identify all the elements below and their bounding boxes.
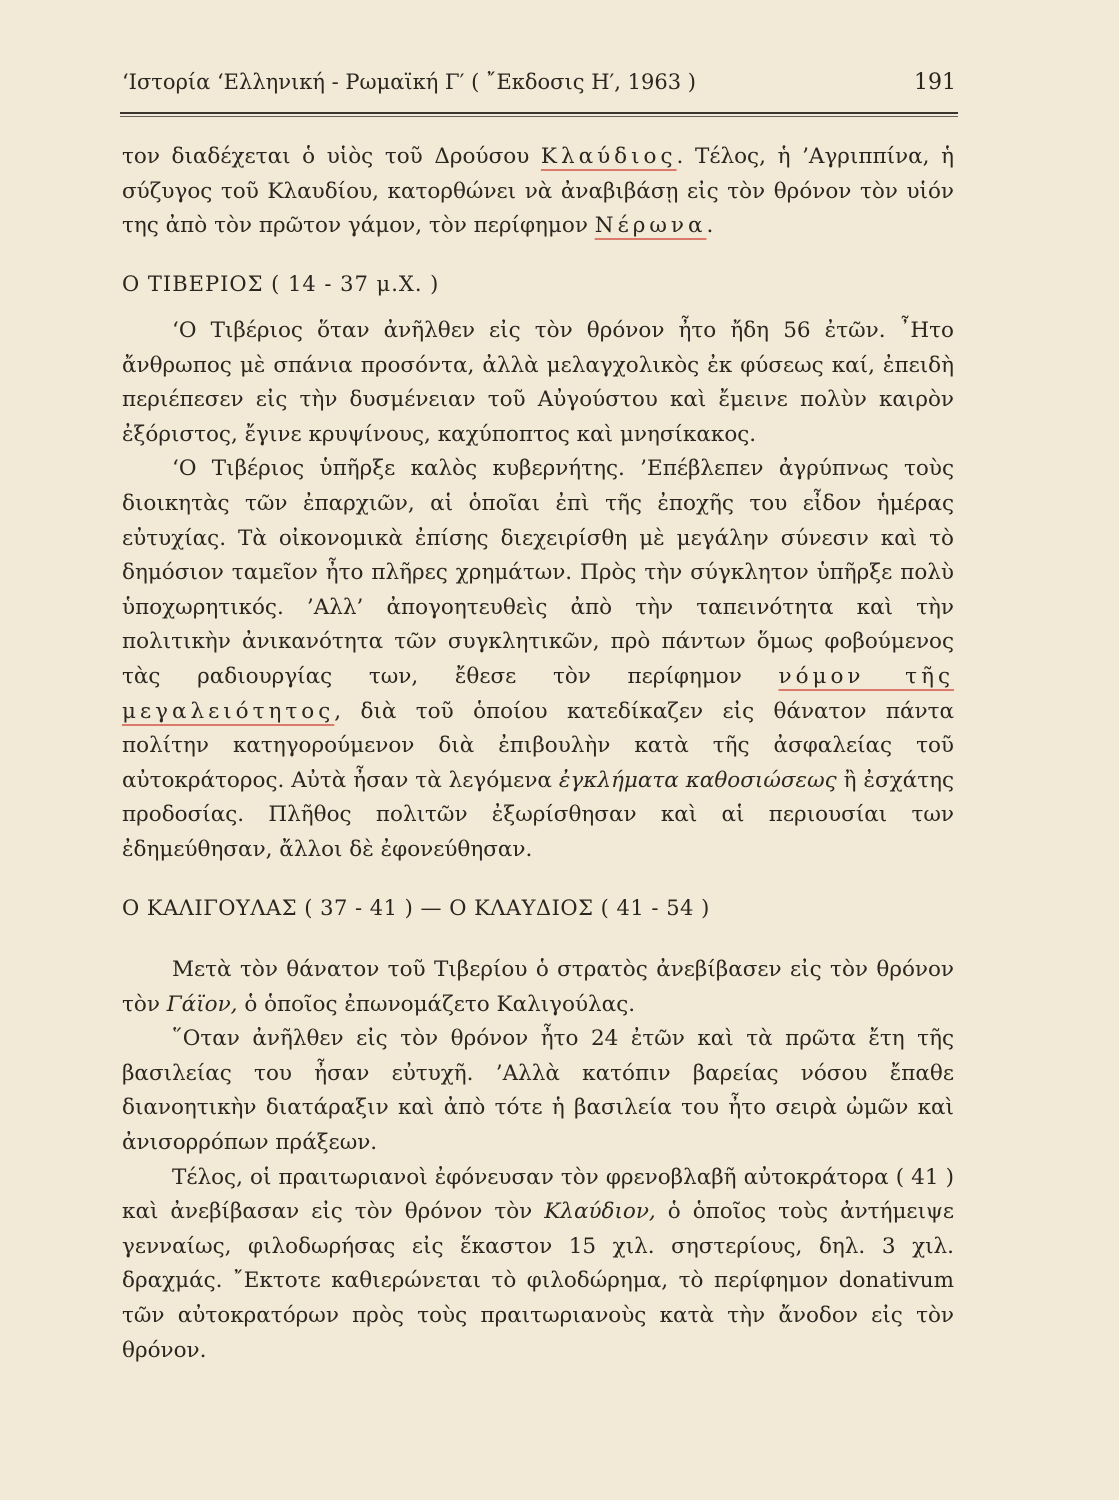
tiberius-para-2b: , διὰ τοῦ ὁποίου κατεδίκαζεν εἰς θάνατον πάντα πολίτην κατηγορούμενον διὰ ἐπιβουλὴν κατὰ τῆς ἀσφαλείας τοῦ αὐτοκράτορος. Αὐτὰ ἦσαν τὰ λεγόμενα [122,698,954,793]
tiberius-para-2a: ‘Ο Τιβέριος ὑπῆρξε καλὸς κυβερνήτης. ’Επέβλεπεν ἀγρύπνως τοὺς διοικητὰς τῶν ἐπαρχιῶν, αἱ ὁποῖαι ἐπὶ τῆς ἐποχῆς του εἶδον ἡμέρας εὐτυχίας. Τὰ οἰκονομικὰ ἐπίσης διεχειρίσθη μὲ μεγάλην σύνεσιν καὶ τὸ δημόσιον ταμεῖον ἦτο πλῆρες χρημάτων. Πρὸς τὴν σύγκλητον ὑπῆρξε πολὺ ὑποχωρητικός. ’Αλλ’ ἀπογοητευθεὶς ἀπὸ τὴν ταπεινότητα καὶ τὴν πολιτικὴν ἀνικανότητα τῶν συγκλητικῶν, πρὸ πάντων ὅμως φοβούμενος τὰς ραδιουργίας των, ἔθεσε τὸν περίφημον [122,456,954,689]
tiberius-section [122,314,954,868]
intro-text-3: . [706,213,714,239]
heading-caligula-claudius: Ο ΚΑΛΙΓΟΥΛΑΣ ( 37 - 41 ) — Ο ΚΛΑΥΔΙΟΣ ( 41 - 54 ) [122,896,710,920]
caligula-para-3c: τῶν αὐτοκρατόρων πρὸς τοὺς πραιτωριανοὺς κατὰ τὴν ἄνοδον εἰς τὸν θρόνον. [122,1302,954,1363]
caligula-para-2: ῞Οταν ἀνῆλθεν εἰς τὸν θρόνον ἦτο 24 ἐτῶν καὶ τὰ πρῶτα ἔτη τῆς βασιλείας του ἦσαν εὐτυχῆ. ’Αλλὰ κατόπιν βαρείας νόσου ἔπαθε διανοητικὴν διατάραξιν καὶ ἀπὸ τότε ἡ βασιλεία του ἦτο σειρὰ ὠμῶν καὶ ἀνισορρόπων πράξεων. [122,1026,954,1155]
page-number: 191 [914,70,956,95]
name-claudius: Κλαύδιον, [544,1199,656,1225]
caligula-section [122,953,954,1368]
tiberius-para-2c: ἢ ἐσχάτης προδοσίας. Πλῆθος πολιτῶν ἐξωρίσθησαν καὶ αἱ περιουσίαι των ἐδημεύθησαν, ἄλλοι δὲ ἐφονεύθησαν. [122,767,955,862]
intro-paragraph [122,140,954,244]
caligula-para-1 [122,953,954,1022]
page-header [122,70,956,95]
name-neron: Νέρωνα [594,213,707,239]
caligula-para-1a: Μετὰ τὸν θάνατον τοῦ Τιβερίου ὁ στρατὸς ἀνεβίβασεν εἰς τὸν θρόνον τὸν [122,957,954,1017]
caligula-para-3a: Τέλος, οἱ πραιτωριανοὶ ἐφόνευσαν τὸν φρενοβλαβῆ αὐτοκράτορα ( 41 ) καὶ ἀνεβίβασαν εἰς τὸν θρόνον τὸν [122,1164,954,1225]
running-title: ‘Ιστορία ‘Ελληνική - Ρωμαϊκή Γ′ ( ῎Εκδοσις Η′, 1963 ) [122,70,696,94]
heading-tiberius: Ο ΤΙΒΕΡΙΟΣ ( 14 - 37 μ.Χ. ) [122,272,440,296]
caligula-para-3 [122,1161,954,1369]
name-klaudios: Κλαύδιος [540,144,677,169]
term-kathosiosis: ἐγκλήματα καθοσιώσεως [558,767,837,793]
tiberius-para-1: ‘Ο Τιβέριος ὅταν ἀνῆλθεν εἰς τὸν θρόνον ἦτο ἤδη 56 ἐτῶν. ῏Ητο ἄνθρωπος μὲ σπάνια προσόντα, ἀλλὰ μελαγχολικὸς ἐκ φύσεως καί, ἐπειδὴ περιέπεσεν εἰς τὴν δυσμένειαν τοῦ Αὐγούστου καὶ ἔμεινε πολὺν καιρὸν ἐξόριστος, ἔγινε κρυψίνους, καχύποπτος καὶ μνησίκακος. [122,318,954,447]
caligula-para-1b: ὁ ὁποῖος ἐπωνομάζετο Καλιγούλας. [244,991,636,1017]
term-donativum: donativum [838,1268,954,1294]
intro-text-2: . Τέλος, ἡ ’Αγριππίνα, ἡ σύζυγος τοῦ Κλαυδίου, κατορθώνει νὰ ἀναβιβάσῃ εἰς τὸν θρόνον τὸν υἱόν της ἀπὸ τὸν πρῶτον γάμον, τὸν περίφημον [122,144,954,239]
header-rule-thin [120,116,958,117]
term-maiestas: νόμον τῆς μεγαλειότητος [122,663,954,724]
intro-text-1: τον διαδέχεται ὁ υἱὸς τοῦ Δρούσου [122,144,530,169]
tiberius-para-2 [122,452,954,867]
header-rule [120,112,958,114]
caligula-para-3b: ὁ ὁποῖος τοὺς ἀντήμειψε γενναίως, φιλοδωρήσας εἰς ἕκαστον 15 χιλ. σηστερίους, δηλ. 3 χιλ. δραχμάς. ῎Εκτοτε καθιερώνεται τὸ φιλοδώρημα, τὸ περίφημον [122,1199,955,1294]
name-gaius: Γάϊον, [166,991,238,1017]
